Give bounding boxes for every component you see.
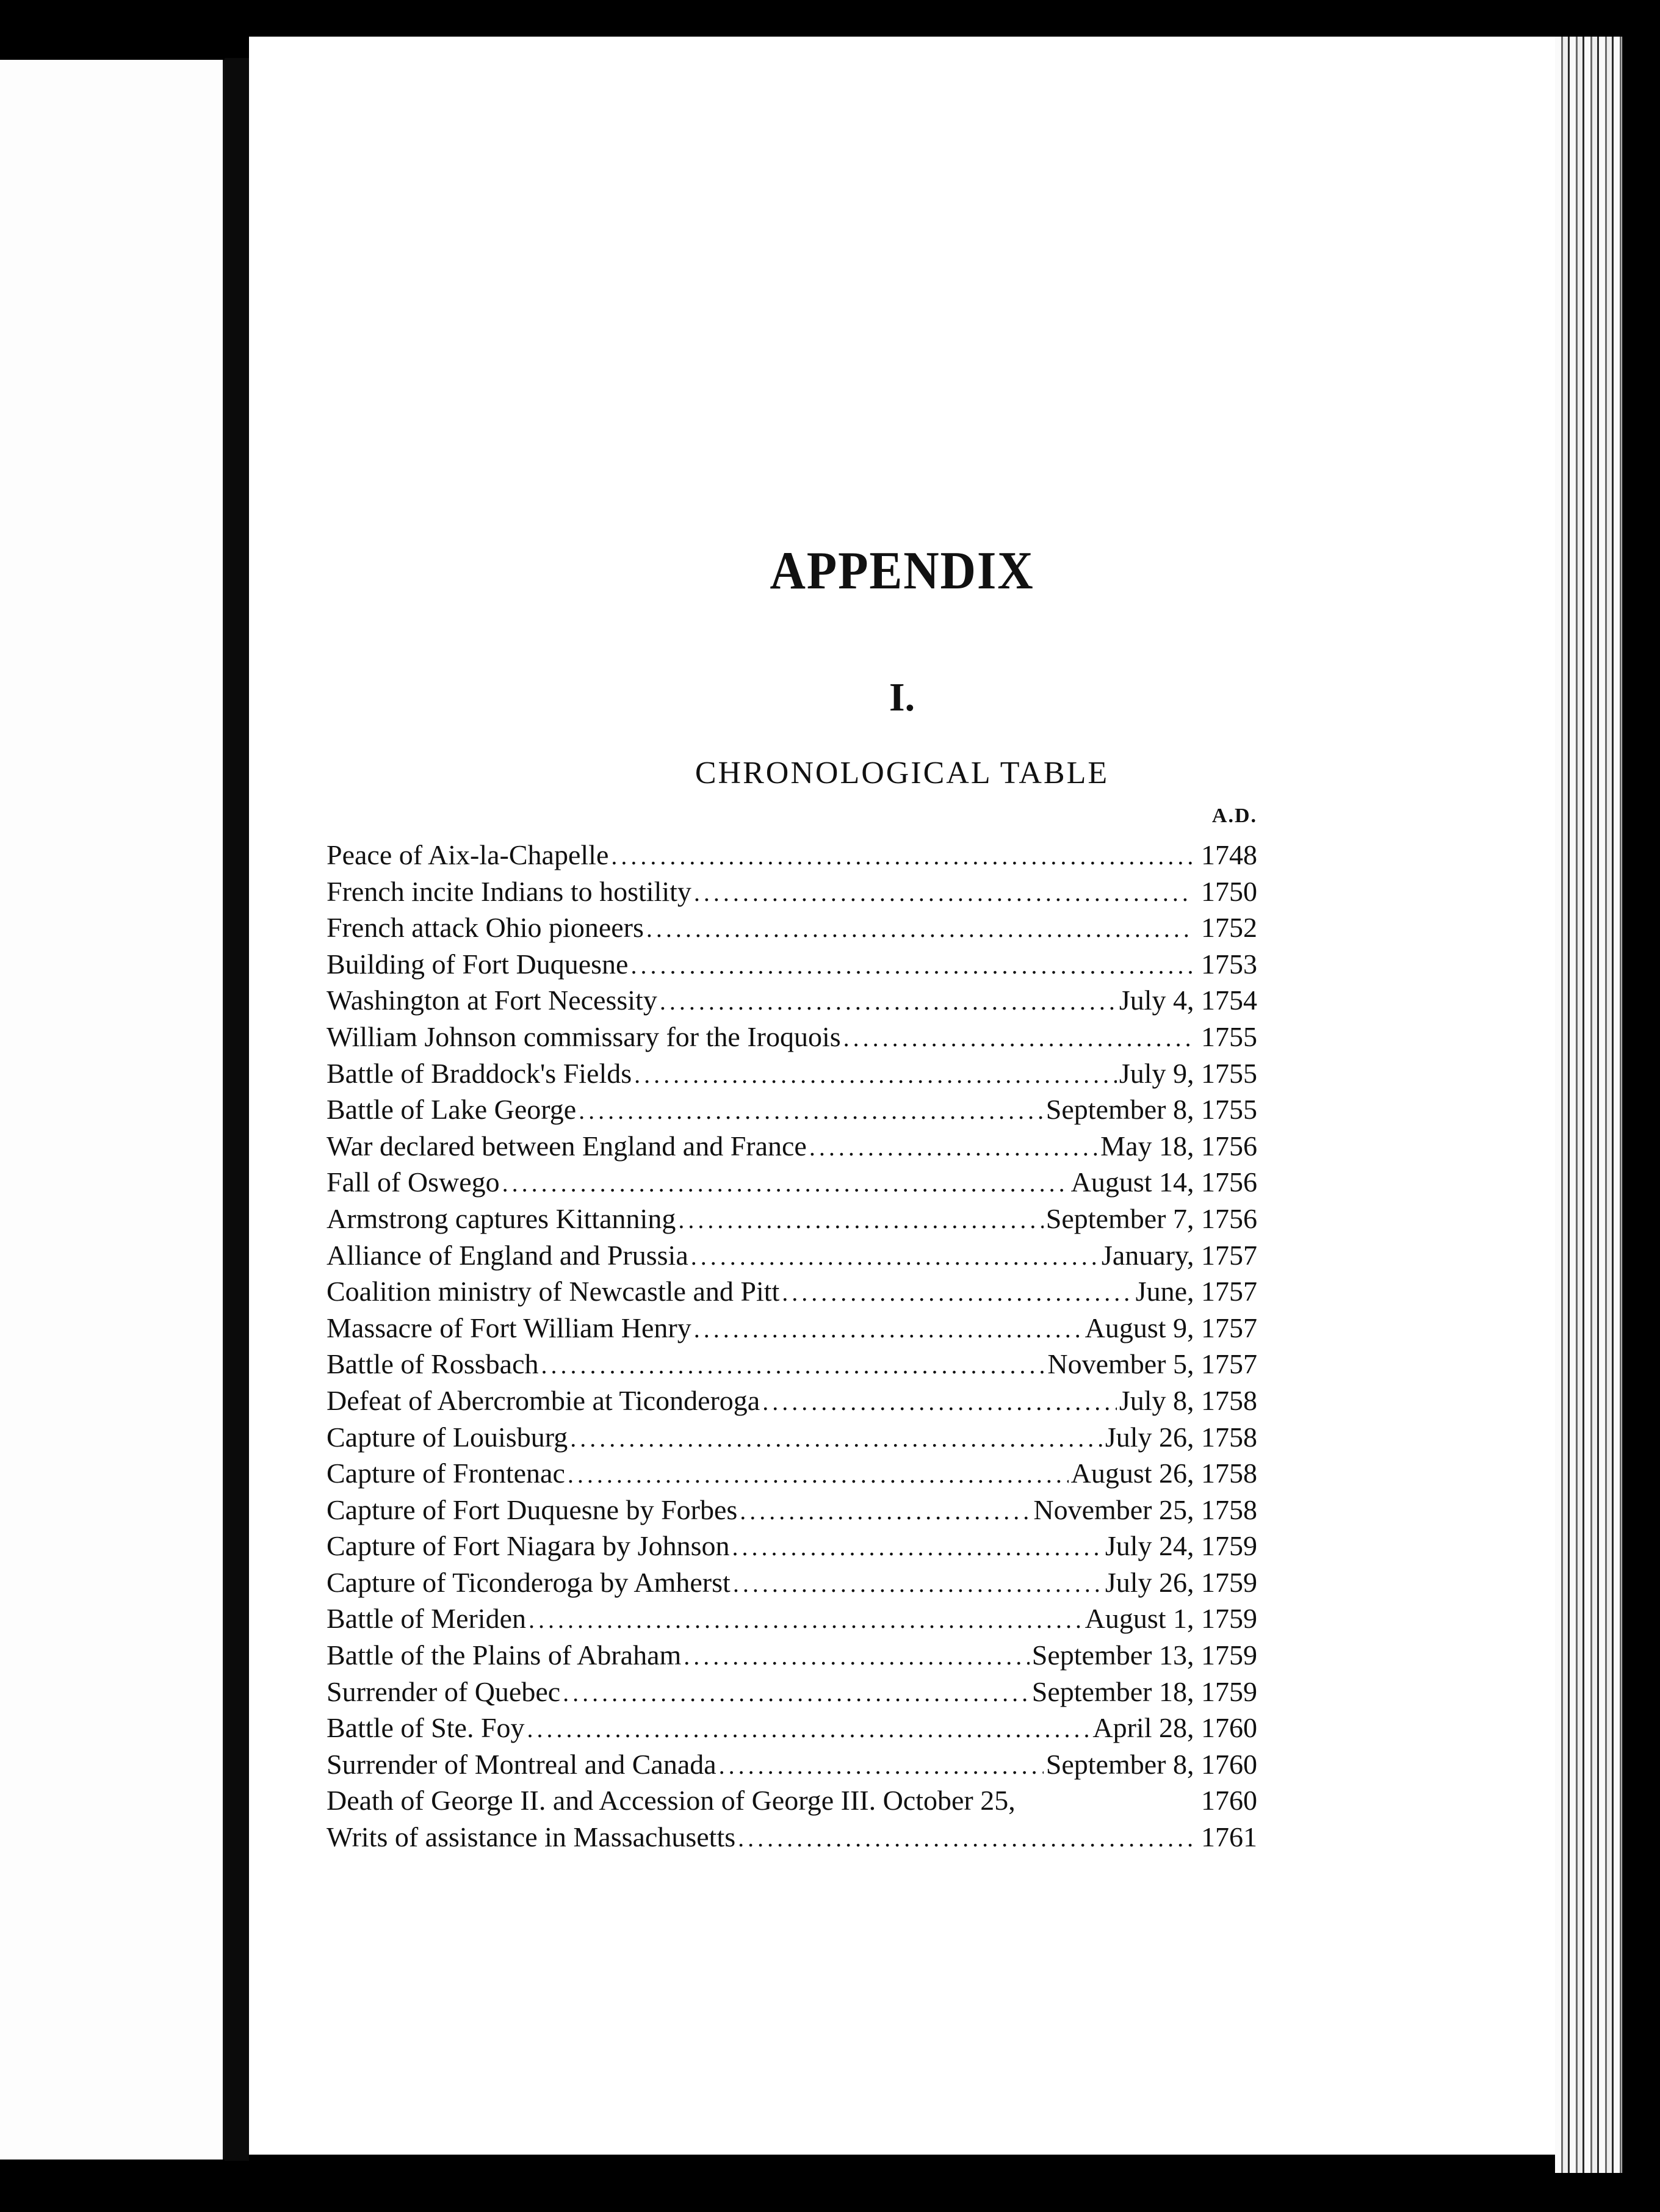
- event-name: Washington at Fort Necessity: [327, 985, 657, 1016]
- event-year: 1753: [1194, 948, 1257, 980]
- event-year: 1756: [1194, 1130, 1257, 1162]
- event-name: Battle of the Plains of Abraham: [327, 1639, 682, 1671]
- event-name: Capture of Louisburg: [327, 1421, 568, 1453]
- event-year: 1752: [1194, 912, 1257, 944]
- event-date: July 8,: [1119, 1384, 1194, 1416]
- event-name: Capture of Fort Niagara by Johnson: [327, 1530, 730, 1562]
- event-name: Battle of Ste. Foy: [327, 1712, 525, 1744]
- event-date: September 8,: [1045, 1748, 1194, 1780]
- event-year: 1759: [1194, 1675, 1257, 1707]
- event-name: Fall of Oswego: [327, 1166, 500, 1198]
- event-year: 1757: [1194, 1312, 1257, 1343]
- event-date: September 7,: [1045, 1202, 1194, 1234]
- event-name: Writs of assistance in Massachusetts: [327, 1821, 736, 1853]
- event-name: Massacre of Fort William Henry: [327, 1312, 691, 1343]
- event-name: Coalition ministry of Newcastle and Pitt: [327, 1276, 780, 1307]
- event-year: 1748: [1194, 839, 1257, 870]
- event-date: July 9,: [1119, 1057, 1194, 1089]
- event-year: 1758: [1194, 1494, 1257, 1525]
- event-year: 1760: [1194, 1785, 1257, 1816]
- event-year: 1759: [1194, 1566, 1257, 1598]
- event-date: September 8,: [1045, 1094, 1194, 1126]
- event-name: Building of Fort Duquesne: [327, 948, 629, 980]
- event-name: Battle of Rossbach: [327, 1348, 539, 1380]
- event-date: July 24,: [1105, 1530, 1194, 1562]
- event-date: July 26,: [1105, 1421, 1194, 1453]
- event-name: Battle of Meriden: [327, 1603, 527, 1635]
- event-date: January,: [1101, 1239, 1194, 1271]
- event-date: November 5,: [1047, 1348, 1194, 1380]
- event-year: 1756: [1194, 1202, 1257, 1234]
- event-date: July 26,: [1105, 1566, 1194, 1598]
- event-year: 1761: [1194, 1821, 1257, 1853]
- event-name: Capture of Ticonderoga by Amherst: [327, 1566, 731, 1598]
- event-year: 1759: [1194, 1603, 1257, 1635]
- event-date: June,: [1135, 1276, 1194, 1307]
- section-number: I.: [889, 675, 915, 720]
- event-date: August 9,: [1084, 1312, 1194, 1343]
- event-date: August 14,: [1070, 1166, 1194, 1198]
- page-edges: [1555, 37, 1622, 2173]
- column-header-ad: A.D.: [1211, 804, 1257, 827]
- event-date: April 28,: [1092, 1712, 1194, 1744]
- event-name: Surrender of Quebec: [327, 1675, 561, 1707]
- event-name: Defeat of Abercrombie at Ticonderoga: [327, 1384, 760, 1416]
- event-year: 1754: [1194, 985, 1257, 1016]
- event-year: 1756: [1194, 1166, 1257, 1198]
- event-name: William Johnson commissary for the Iroquois: [327, 1021, 841, 1052]
- event-date: September 13,: [1031, 1639, 1194, 1671]
- event-year: 1755: [1194, 1094, 1257, 1126]
- event-name: Battle of Lake George: [327, 1094, 577, 1126]
- event-year: 1757: [1194, 1276, 1257, 1307]
- book-gutter: [225, 58, 249, 2161]
- event-date: July 4,: [1119, 985, 1194, 1016]
- event-name: Alliance of England and Prussia: [327, 1239, 688, 1271]
- event-year: 1757: [1194, 1348, 1257, 1380]
- event-name: Armstrong captures Kittanning: [327, 1202, 676, 1234]
- event-date: August 26,: [1070, 1458, 1194, 1489]
- event-name: Peace of Aix-la-Chapelle: [327, 839, 609, 870]
- event-name: Capture of Frontenac: [327, 1458, 565, 1489]
- event-name: Surrender of Montreal and Canada: [327, 1748, 716, 1780]
- event-year: 1760: [1194, 1748, 1257, 1780]
- event-name: War declared between England and France: [327, 1130, 807, 1162]
- left-page: [0, 60, 226, 2160]
- event-date: September 18,: [1031, 1675, 1194, 1707]
- event-date: May 18,: [1100, 1130, 1194, 1162]
- event-name: Death of George II. and Accession of George III. October 25,: [327, 1785, 1016, 1816]
- event-year: 1759: [1194, 1639, 1257, 1671]
- event-date: August 1,: [1084, 1603, 1194, 1635]
- event-name: French incite Indians to hostility: [327, 875, 691, 907]
- event-year: 1760: [1194, 1712, 1257, 1744]
- event-year: 1758: [1194, 1421, 1257, 1453]
- event-year: 1758: [1194, 1384, 1257, 1416]
- event-year: 1758: [1194, 1458, 1257, 1489]
- event-year: 1759: [1194, 1530, 1257, 1562]
- event-name: French attack Ohio pioneers: [327, 912, 644, 944]
- event-year: 1757: [1194, 1239, 1257, 1271]
- event-year: 1755: [1194, 1057, 1257, 1089]
- event-year: 1755: [1194, 1021, 1257, 1052]
- right-page: [249, 37, 1555, 2155]
- event-name: Capture of Fort Duquesne by Forbes: [327, 1494, 738, 1525]
- table-title: CHRONOLOGICAL TABLE: [695, 756, 1110, 790]
- event-year: 1750: [1194, 875, 1257, 907]
- event-date: November 25,: [1033, 1494, 1194, 1525]
- event-name: Battle of Braddock's Fields: [327, 1057, 632, 1089]
- appendix-title: APPENDIX: [770, 541, 1034, 601]
